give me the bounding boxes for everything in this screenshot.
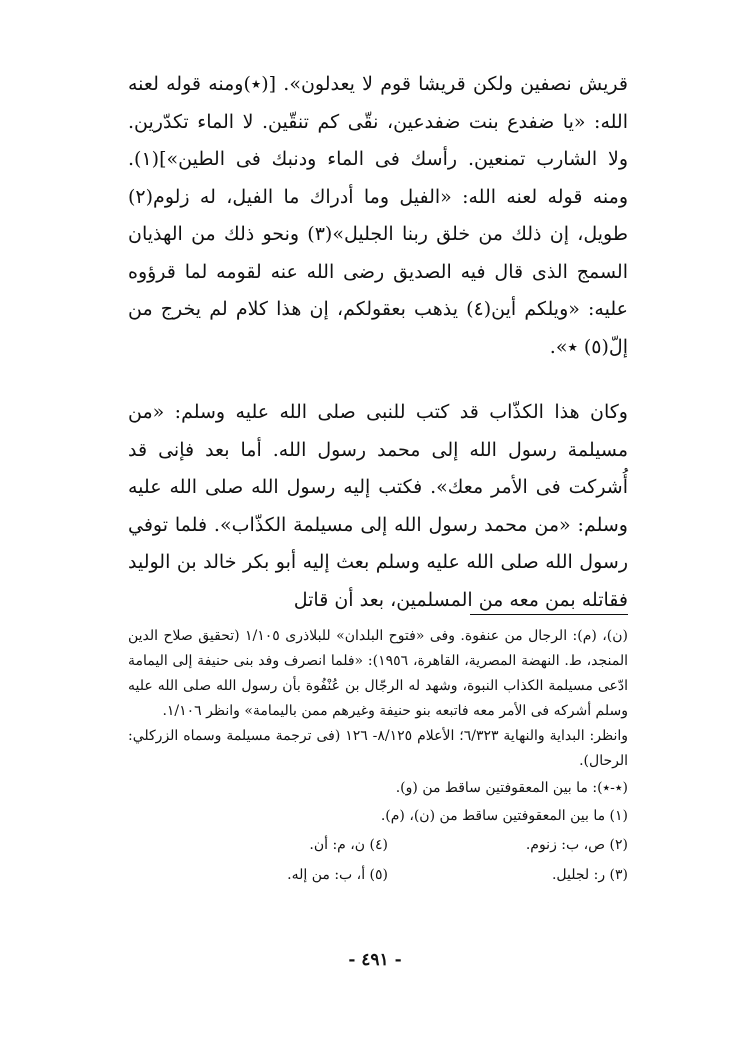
page-number: - ٤٩١ - xyxy=(348,950,402,970)
paragraph-1: قريش نصفين ولكن قريشا قوم لا يعدلون». [(٭)ومنه قوله لعنه الله: «يا ضفدع بنت ضفدعين، نقّى كم تنقّين. لا الماء تكدّرين. ولا الشارب تمنعين. رأسك فى الماء ودنبك فى الطين»](١). ومنه قوله لعنه الله: «الفيل وما أدراك ما الفيل، له زلوم(٢) طويل، إن ذلك من خلق ربنا الجليل»(٣) ونحو ذلك من الهذيان السمج الذى قال فيه الصديق رضى الله عنه لقومه لما قرؤوه عليه: «ويلكم أين(٤) يذهب بعقولكم، إن هذا كلام لم يخرج من إلّ(٥) ٭». xyxy=(128,73,628,358)
paragraph-2: وكان هذا الكذّاب قد كتب للنبى صلى الله عليه وسلم: «من مسيلمة رسول الله إلى محمد رسول الله. أما بعد فإنى قد أُشركت فى الأمر معك». فكتب إليه رسول الله صلى الله عليه وسلم: «من محمد رسول الله إلى مسيلمة الكذّاب». فلما توفي رسول الله صلى الله عليه وسلم بعث إليه أبو بكر خالد بن الوليد فقاتله بمن معه من المسلمين، بعد أن قاتل xyxy=(128,401,628,611)
footnote-block-2: وانظر: البداية والنهاية ٦/٣٢٣؛ الأعلام ٨/١٢٥- ١٢٦ (فى ترجمة مسيلمة وسماه الزركلي: الرحال). xyxy=(128,728,628,769)
footnote-3: (٣) ر: لجليل. xyxy=(551,867,628,883)
footnote-5: (٥) أ، ب: من إله. xyxy=(287,867,388,883)
footnote-star: (٭-٭): ما بين المعقوفتين ساقط من (و). xyxy=(395,780,628,796)
footnote-row-3-5 xyxy=(128,860,628,890)
footnote-1: (١) ما بين المعقوفتين ساقط من (ن)، (م). xyxy=(380,808,628,824)
footnote-separator xyxy=(470,614,628,615)
footnote-block-1: (ن)، (م): الرجال من عنفوة. وفى «فتوح البلدان» للبلاذرى ١/١٠٥ (تحقيق صلاح الدين المنجد، ط. النهضة المصرية، القاهرة، ١٩٥٦): «فلما انصرف وفد بنى حنيفة إلى اليمامة ادّعى مسيلمة الكذاب النبوة، وشهد له الرجّال بن عُنْفُوة بأن رسول الله صلى الله عليه وسلم أشركه فى الأمر معه فاتبعه بنو حنيفة وغيرهم ممن باليمامة» وانظر ١/١٠٦. xyxy=(128,628,628,719)
main-text xyxy=(128,66,628,619)
footnotes xyxy=(128,624,628,890)
footnote-4: (٤) ن، م: أن. xyxy=(309,837,388,853)
footnote-main xyxy=(128,624,628,774)
footnote-2: (٢) ص، ب: زنوم. xyxy=(525,837,628,853)
footnote-row-2-4 xyxy=(128,830,628,860)
